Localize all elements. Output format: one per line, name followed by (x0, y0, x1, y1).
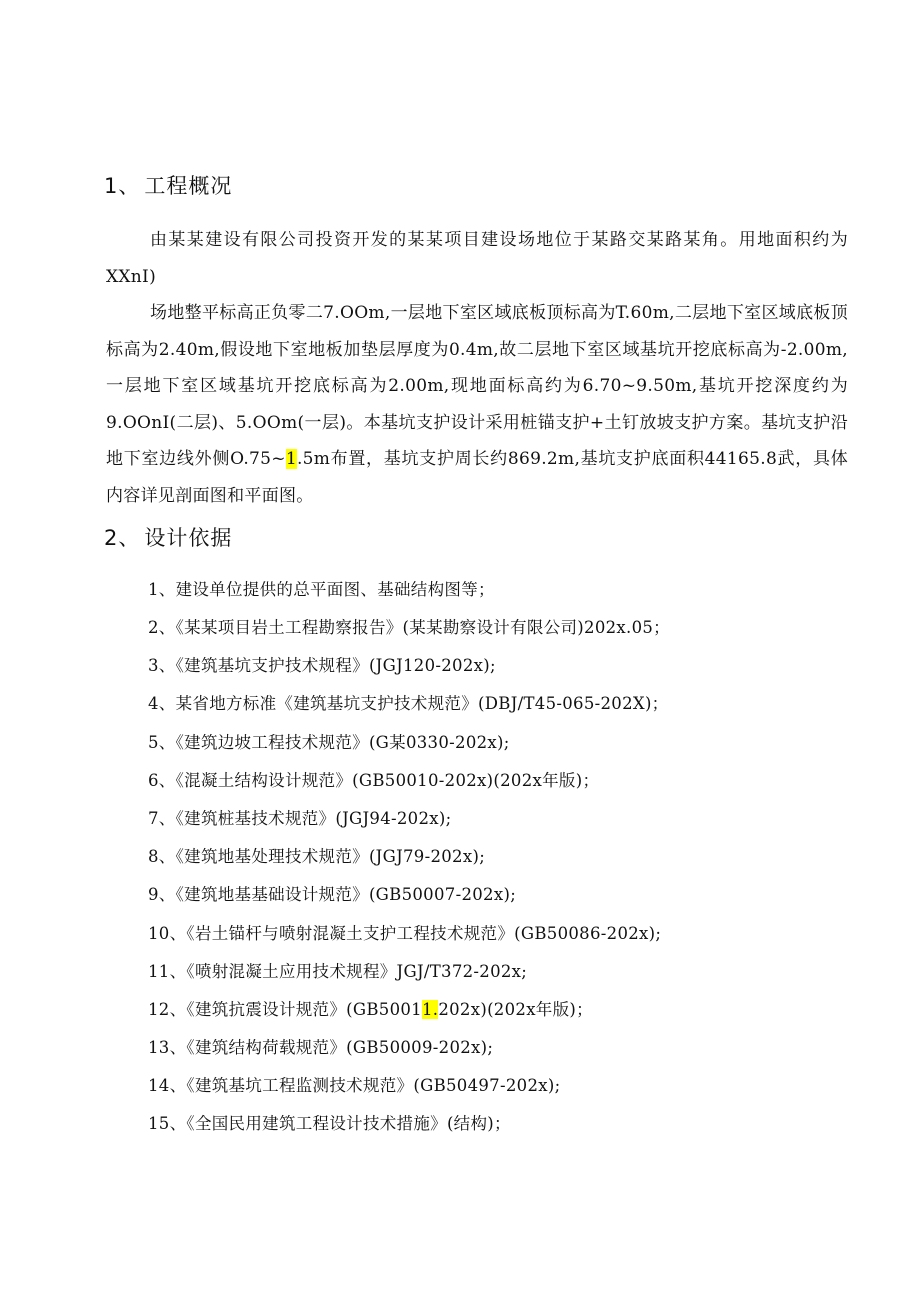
basis-item-13: 13、《建筑结构荷载规范》(GB50009-202x); (148, 1038, 494, 1057)
overview-text: 场地整平标高正负零二7.OOm,一层地下室区域底板顶标高为T.60m,二层地下室区域底板顶标高为2.40m,假设地下室地板加垫层厚度为0.4m,故二层地下室区域基坑开挖底标高为-2.00m,一层地下室区域基坑开挖底标高为2.00m,现地面标高约为6.70~9.50m,基坑开挖深度约为9.OOnI(二层)、5.OOm(一层)。本基坑支护设计采用桩锚支护+土钉放坡支护方案。基坑支护沿地下室边线外侧O.75~ (106, 303, 848, 469)
basis-item-text: 12、《建筑抗震设计规范》(GB5001 (148, 1000, 422, 1019)
overview-paragraph-2 (106, 295, 848, 514)
basis-item-2: 2、《某某项目岩土工程勘察报告》(某某勘察设计有限公司)202x.05； (148, 618, 670, 637)
basis-item-6: 6、《混凝土结构设计规范》(GB50010-202x)(202x年版)； (148, 771, 600, 790)
basis-item-15: 15、《全国民用建筑工程设计技术措施》(结构)； (148, 1114, 511, 1133)
basis-item-1: 1、建设单位提供的总平面图、基础结构图等； (148, 580, 495, 599)
section-heading-overview (104, 170, 232, 200)
basis-item-9: 9、《建筑地基基础设计规范》(GB50007-202x); (148, 885, 517, 904)
section-heading-basis (104, 522, 232, 552)
basis-item-7: 7、《建筑桩基技术规范》(JGJ94-202x); (148, 809, 452, 828)
basis-item-14: 14、《建筑基坑工程监测技术规范》(GB50497-202x); (148, 1076, 561, 1095)
section-number: 2、 (104, 526, 141, 550)
basis-item-10: 10、《岩土锚杆与喷射混凝土支护工程技术规范》(GB50086-202x); (148, 924, 662, 943)
highlighted-text: 1 (285, 449, 297, 469)
highlighted-text: 1. (421, 1000, 439, 1019)
basis-item-5: 5、《建筑边坡工程技术规范》(G某0330-202x); (148, 733, 510, 752)
overview-paragraph-1: 由某某建设有限公司投资开发的某某项目建设场地位于某路交某路某角。用地面积约为XXnI) (106, 230, 848, 287)
basis-item-8: 8、《建筑地基处理技术规范》(JGJ79-202x); (148, 847, 486, 866)
overview-text: .5m布置，基坑支护周长约869.2m,基坑支护底面积44165.8武，具体内容详见剖面图和平面图。 (106, 449, 848, 506)
basis-item-12 (148, 996, 593, 1020)
section-title: 设计依据 (144, 526, 233, 550)
basis-item-3: 3、《建筑基坑支护技术规程》(JGJ120-202x); (148, 656, 496, 675)
basis-item-11: 11、《喷射混凝土应用技术规程》JGJ/T372-202x; (148, 962, 528, 981)
basis-item-4: 4、某省地方标准《建筑基坑支护技术规范》(DBJ/T45-065-202X)； (148, 694, 669, 713)
section-number: 1、 (104, 174, 141, 198)
basis-item-text: 202x)(202x年版)； (438, 1000, 593, 1019)
section-title: 工程概况 (144, 174, 233, 198)
